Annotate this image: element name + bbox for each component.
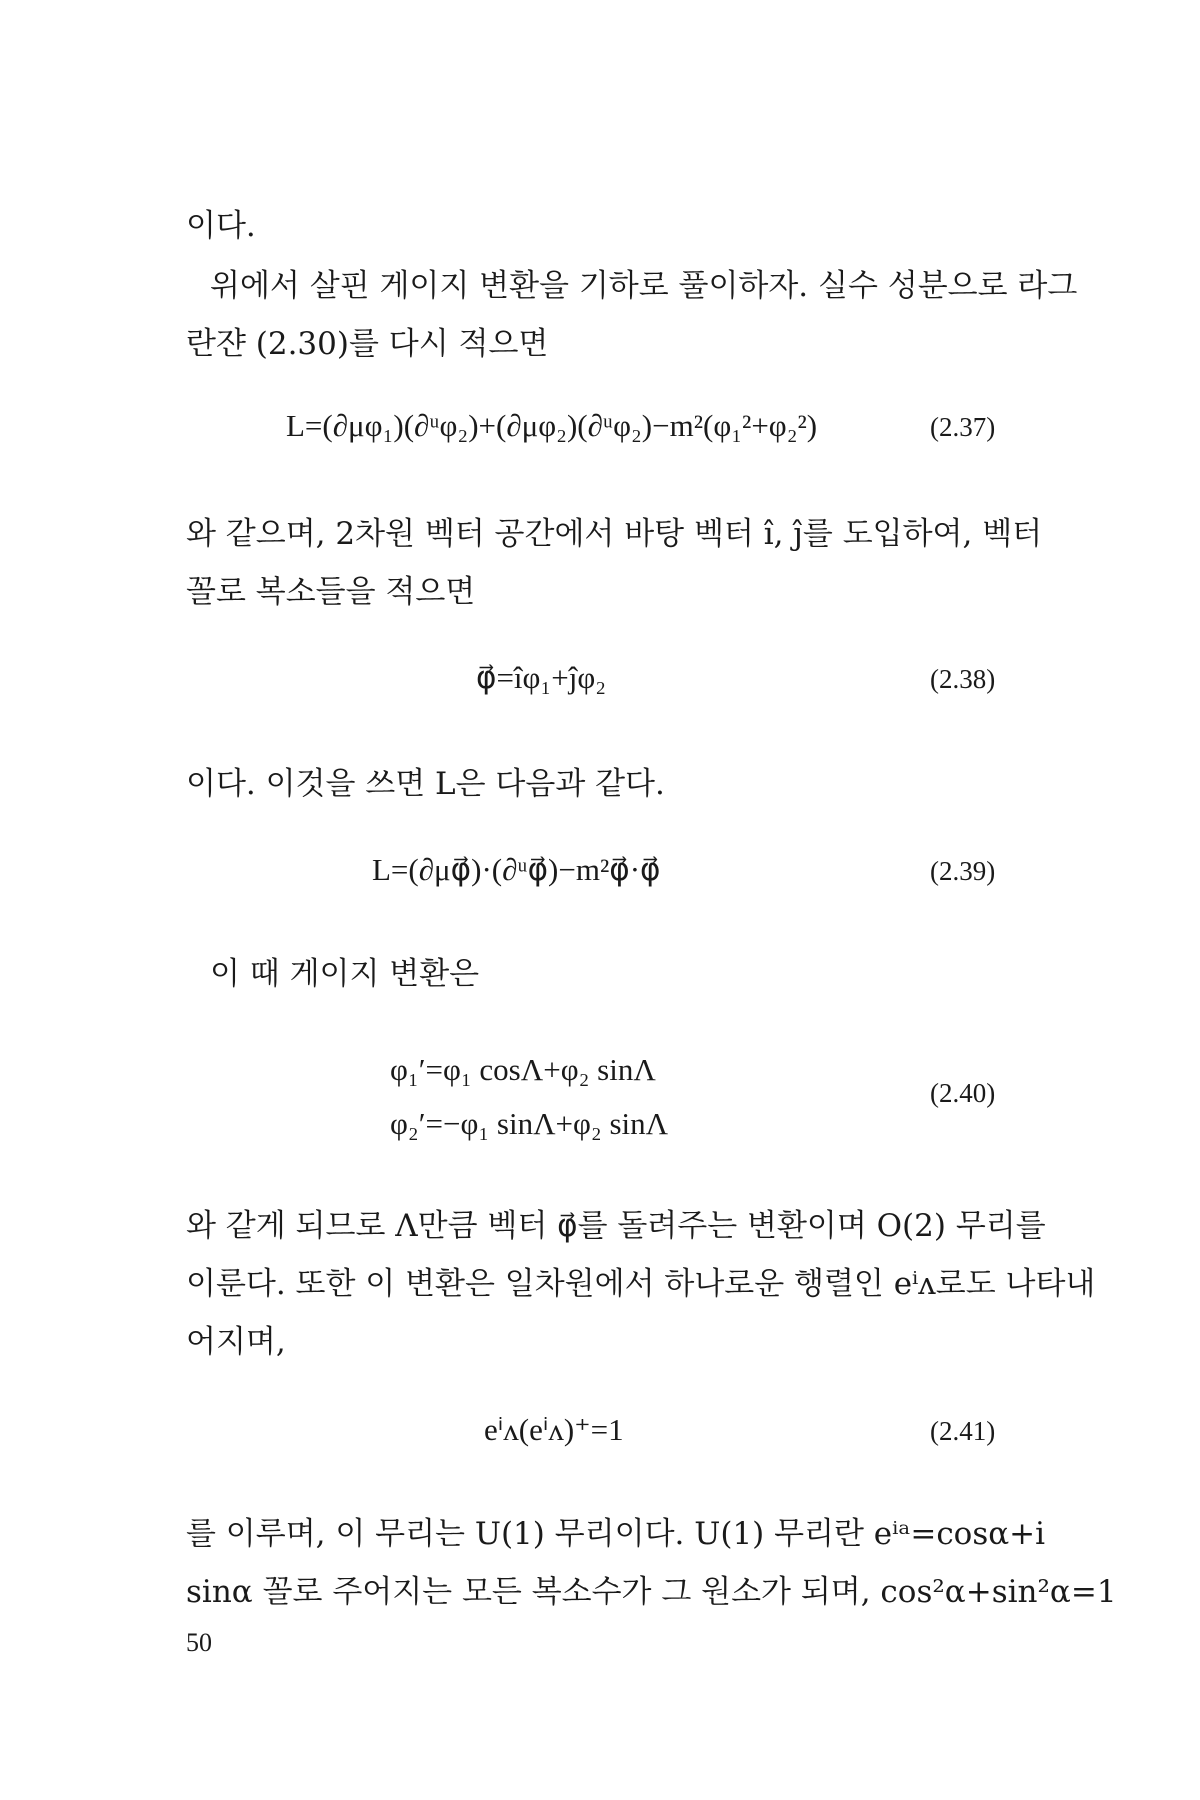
text-line: 를 이루며, 이 무리는 U(1) 무리이다. U(1) 무리란 eⁱᵃ=cosα+i xyxy=(186,1516,1046,1552)
equation-number: (2.38) xyxy=(930,664,996,694)
equation-2-38 xyxy=(476,660,606,696)
equation-text: L=(∂μφ₁)(∂ᵘφ₂)+(∂μφ₂)(∂ᵘφ₂)−m²(φ₁²+φ₂²) xyxy=(286,408,818,443)
text-line: 이다. xyxy=(186,208,256,244)
equation-text: L=(∂μφ⃗)·(∂ᵘφ⃗)−m²φ⃗·φ⃗ xyxy=(372,852,661,887)
text-line: 위에서 살핀 게이지 변환을 기하로 풀이하자. 실수 성분으로 라그 xyxy=(210,268,1078,304)
equation-2-37 xyxy=(286,408,817,444)
text-line: 꼴로 복소들을 적으면 xyxy=(186,574,476,610)
text-line: 이다. 이것을 쓰면 L은 다음과 같다. xyxy=(186,766,665,802)
page-number: 50 xyxy=(186,1628,212,1657)
text-line: 이 때 게이지 변환은 xyxy=(210,956,480,992)
text-line: 와 같게 되므로 Λ만큼 벡터 φ⃗를 돌려주는 변환이며 O(2) 무리를 xyxy=(186,1208,1046,1244)
text-line: 이룬다. 또한 이 변환은 일차원에서 하나로운 행렬인 eⁱᴧ로도 나타내 xyxy=(186,1266,1096,1302)
equation-text: φ₁′=φ₁ cosΛ+φ₂ sinΛ xyxy=(390,1052,656,1087)
equation-2-41 xyxy=(484,1412,624,1448)
text-line: 어지며, xyxy=(186,1324,286,1360)
text-line: 란쟌 (2.30)를 다시 적으면 xyxy=(186,326,549,362)
equation-number: (2.40) xyxy=(930,1078,996,1108)
equation-2-40b xyxy=(390,1106,668,1142)
equation-number: (2.37) xyxy=(930,412,996,442)
equation-number: (2.39) xyxy=(930,856,996,886)
equation-2-40a xyxy=(390,1052,656,1088)
equation-2-39 xyxy=(372,852,660,888)
equation-text: eⁱᴧ(eⁱᴧ)⁺=1 xyxy=(484,1412,624,1447)
text-line: 와 같으며, 2차원 벡터 공간에서 바탕 벡터 î, ĵ를 도입하여, 벡터 xyxy=(186,516,1043,552)
equation-text: φ₂′=−φ₁ sinΛ+φ₂ sinΛ xyxy=(390,1106,669,1141)
equation-text: φ⃗=îφ₁+ĵφ₂ xyxy=(476,660,607,695)
equation-number: (2.41) xyxy=(930,1416,996,1446)
text-line: sinα 꼴로 주어지는 모든 복소수가 그 원소가 되며, cos²α+sin²α=1 xyxy=(186,1574,1117,1610)
